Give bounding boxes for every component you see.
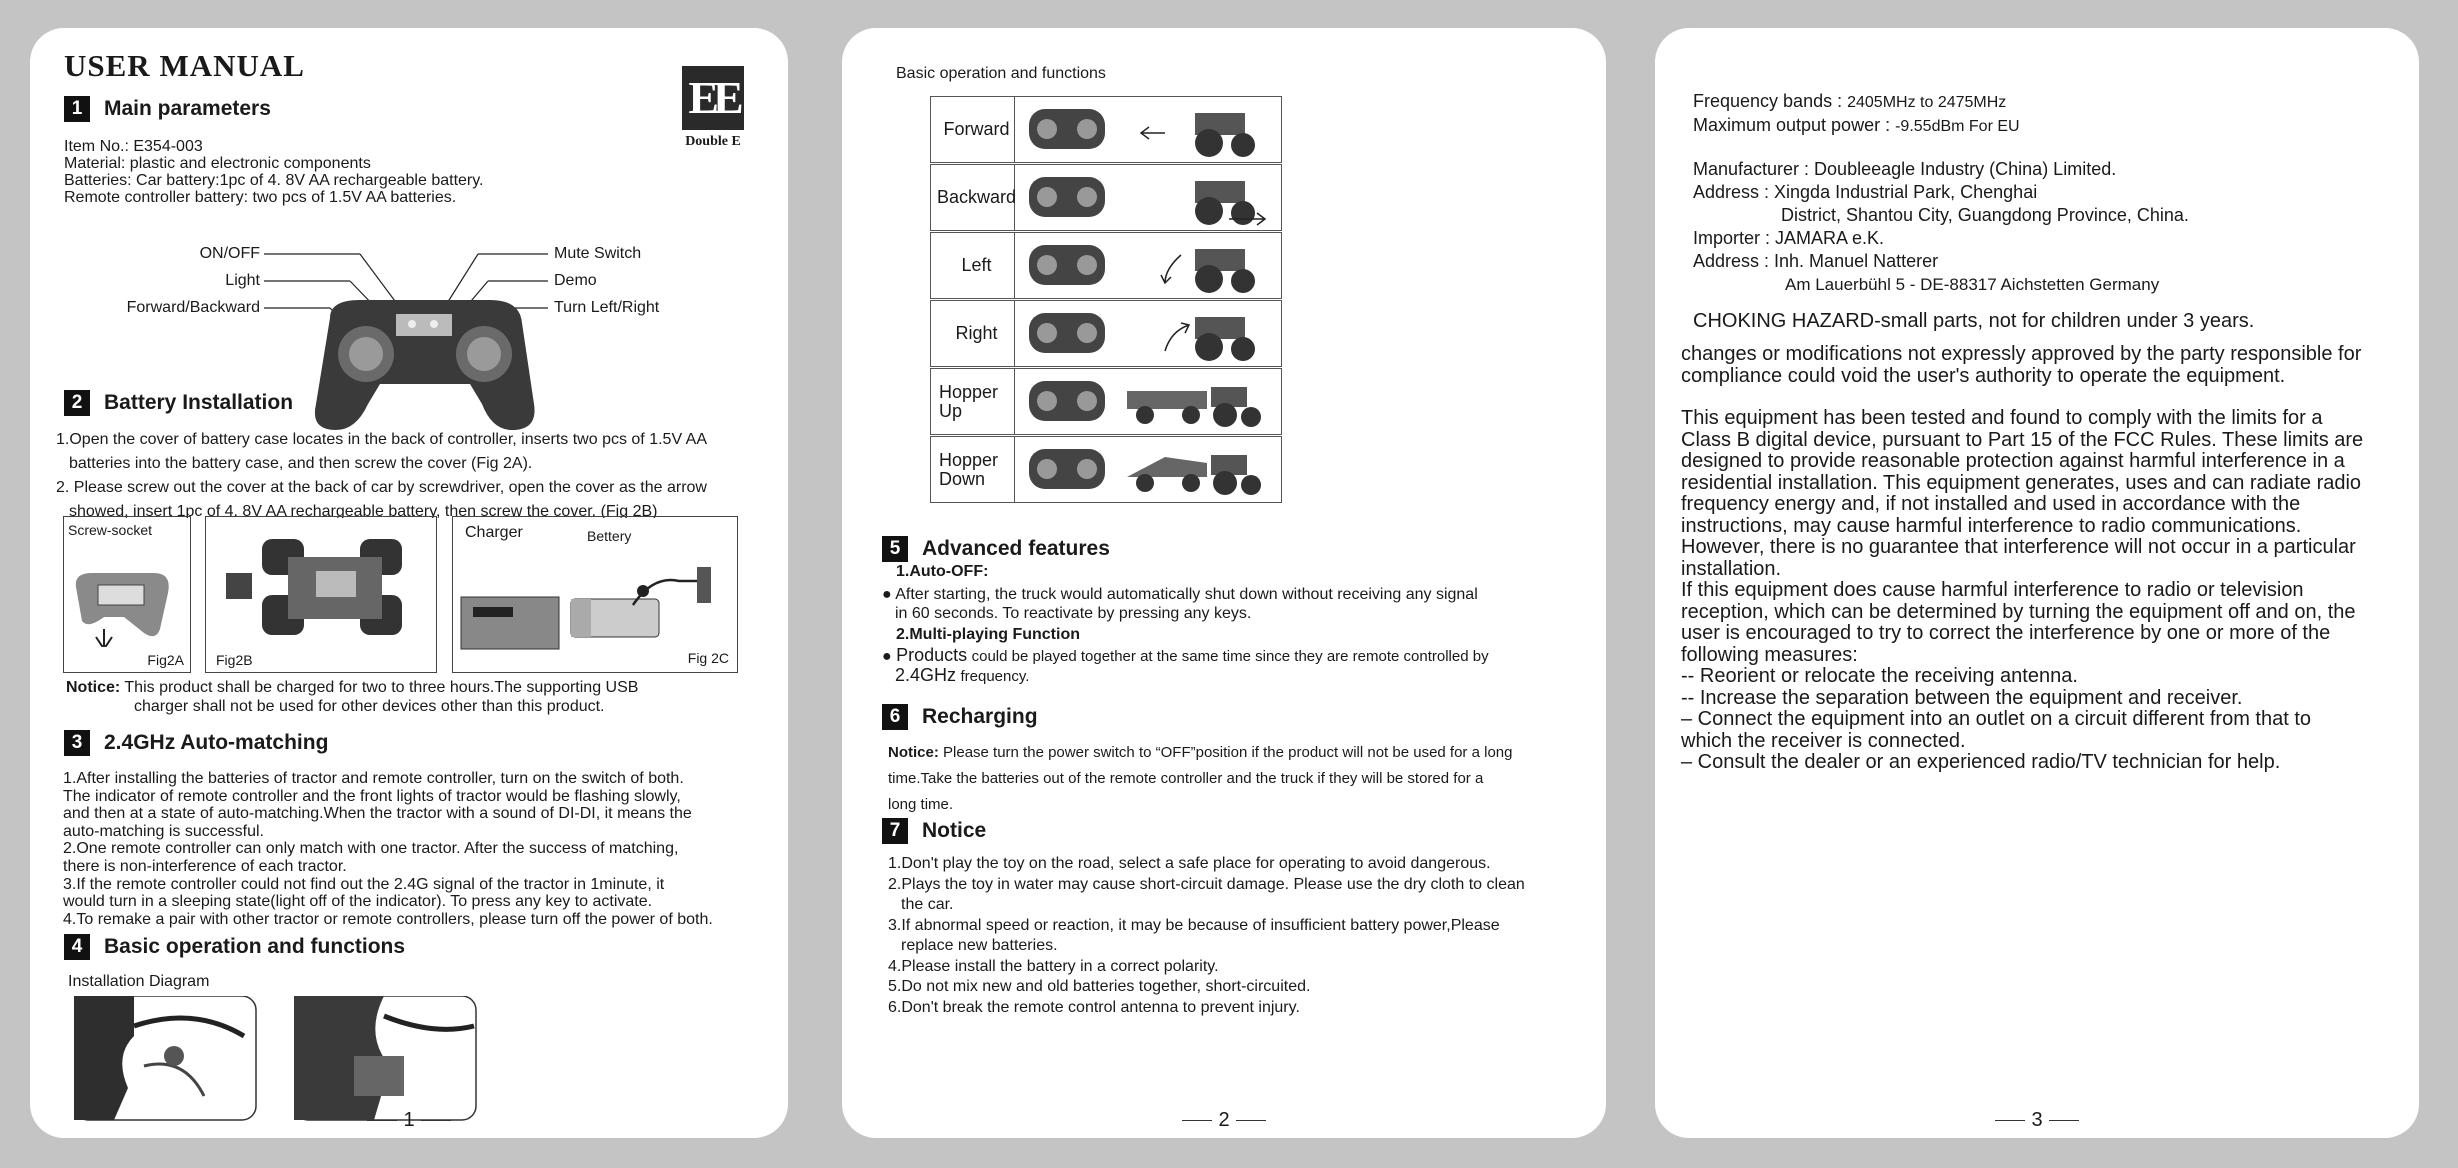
page-number bbox=[1655, 1109, 2419, 1132]
operation-row-forward bbox=[930, 96, 1282, 163]
operation-label: Backward bbox=[931, 165, 1015, 230]
param-line: Batteries: Car battery:1pc of 4. 8V AA rechargeable battery. bbox=[64, 172, 484, 189]
notice-item: 5.Do not mix new and old batteries together, short-circuited. bbox=[888, 978, 1311, 995]
battery-line: 2. Please screw out the cover at the back of car by screwdriver, open the cover as the arrow bbox=[56, 479, 707, 496]
label-light: Light bbox=[225, 272, 260, 289]
section-basic-operation bbox=[64, 934, 405, 960]
installation-photo-1 bbox=[74, 996, 260, 1124]
logo-mark: EE bbox=[682, 66, 744, 130]
section-number: 5 bbox=[882, 536, 908, 562]
section-number: 3 bbox=[64, 730, 90, 756]
matching-line: there is non-interference of each tractor. bbox=[63, 857, 347, 875]
frequency-value: 2405MHz to 2475MHz bbox=[1847, 94, 2007, 111]
label-forward-backward: Forward/Backward bbox=[126, 299, 260, 316]
fig-caption-2c: Fig 2C bbox=[687, 650, 729, 666]
parameters-list bbox=[64, 138, 484, 206]
manual-page-3 bbox=[1655, 28, 2419, 1138]
page-number bbox=[30, 1109, 788, 1132]
section-title: Notice bbox=[922, 819, 987, 842]
notice-label: Notice: bbox=[66, 679, 121, 696]
remote-and-tractor-icon bbox=[1015, 97, 1279, 161]
importer-address: Am Lauerbühl 5 - DE-88317 Aichstetten Germany bbox=[1785, 275, 2160, 294]
operation-row-hopper-up bbox=[930, 368, 1282, 435]
fcc-line: – Consult the dealer or an experienced radio/TV technician for help. bbox=[1681, 751, 2281, 773]
auto-off-title: 1.Auto-OFF: bbox=[896, 563, 989, 580]
figure-2a bbox=[63, 516, 191, 673]
fig-label-battery: Bettery bbox=[587, 528, 632, 544]
section-title: Advanced features bbox=[922, 537, 1110, 560]
recharge-line: long time. bbox=[888, 796, 954, 813]
basic-operation-heading: Basic operation and functions bbox=[896, 65, 1106, 82]
figure-2b bbox=[205, 516, 437, 673]
multi-line: frequency. bbox=[960, 668, 1030, 685]
param-line: Remote controller battery: two pcs of 1.5V AA batteries. bbox=[64, 189, 457, 206]
remote-and-tractor-icon bbox=[1015, 301, 1279, 365]
multi-line: could be played together at the same time since they are remote controlled by bbox=[971, 648, 1489, 665]
operation-label: Right bbox=[931, 301, 1015, 366]
company-info bbox=[1693, 158, 2189, 296]
section-recharging bbox=[882, 704, 1038, 730]
charger-battery-illustration bbox=[453, 545, 737, 655]
multi-playing-title: 2.Multi-playing Function bbox=[896, 626, 1080, 643]
fcc-line: changes or modifications not expressly approved by the party responsible for bbox=[1681, 343, 2362, 365]
radio-specs bbox=[1693, 90, 2020, 138]
page-number-value: 3 bbox=[2031, 1109, 2043, 1131]
fcc-line: Class B digital device, pursuant to Part 15 of the FCC Rules. These limits are bbox=[1681, 428, 2364, 451]
multi-lead: Products bbox=[896, 645, 968, 665]
tractor-bottom-illustration bbox=[206, 517, 436, 657]
battery-instructions bbox=[56, 428, 707, 518]
section-number: 6 bbox=[882, 704, 908, 730]
matching-line: and then at a state of auto-matching.When the tractor with a sound of DI-DI, it means the bbox=[63, 805, 692, 823]
param-line: Material: plastic and electronic components bbox=[64, 155, 371, 172]
controller-back-illustration bbox=[64, 537, 190, 647]
operation-row-hopper-down bbox=[930, 436, 1282, 503]
manual-page-1 bbox=[30, 28, 788, 1138]
notice-item: 1.Don't play the toy on the road, select a safe place for operating to avoid dangerous. bbox=[888, 855, 1491, 872]
section-title: Recharging bbox=[922, 705, 1038, 728]
fcc-statement-2 bbox=[1681, 408, 2363, 774]
fig-caption-2a: Fig2A bbox=[147, 652, 184, 668]
operation-label: Hopper Down bbox=[931, 437, 1015, 502]
fcc-line: instructions, may cause harmful interference to radio communications. bbox=[1681, 514, 2302, 537]
matching-line: The indicator of remote controller and the front lights of tractor would be flashing slowly, bbox=[63, 787, 681, 805]
section-advanced-features bbox=[882, 536, 1110, 562]
bullet-icon: ● bbox=[882, 648, 897, 665]
matching-line: auto-matching is successful. bbox=[63, 822, 264, 840]
label-mute-switch: Mute Switch bbox=[554, 245, 642, 262]
notice-line: This product shall be charged for two to three hours.The supporting USB bbox=[124, 679, 639, 696]
notice-item: the car. bbox=[901, 896, 954, 913]
fcc-line: which the receiver is connected. bbox=[1681, 729, 1966, 752]
fcc-line: user is encouraged to try to correct the interference by one or more of the bbox=[1681, 622, 2331, 644]
recharge-line: Please turn the power switch to “OFF”position if the product will not be used for a long bbox=[943, 744, 1513, 761]
fig-caption-2b: Fig2B bbox=[216, 652, 253, 668]
fcc-line: installation. bbox=[1681, 557, 1782, 580]
charging-notice bbox=[66, 678, 638, 716]
manufacturer-address: Address : Xingda Industrial Park, Chenghai bbox=[1693, 182, 2038, 202]
notice-item: 2.Plays the toy in water may cause short-circuit damage. Please use the dry cloth to clean bbox=[888, 875, 1525, 893]
importer-address: Address : Inh. Manuel Natterer bbox=[1693, 251, 1939, 271]
auto-off-text bbox=[882, 585, 1478, 623]
section-number: 4 bbox=[64, 934, 90, 960]
installation-photo-2 bbox=[294, 996, 480, 1124]
auto-off-line: After starting, the truck would automatically shut down without receiving any signal bbox=[895, 586, 1478, 603]
fcc-line: reception, which can be determined by turning the equipment off and on, the bbox=[1681, 600, 2356, 623]
param-line: Item No.: E354-003 bbox=[64, 138, 203, 155]
section-number: 7 bbox=[882, 818, 908, 844]
notice-line: charger shall not be used for other devices other than this product. bbox=[134, 698, 605, 715]
multi-frequency: 2.4GHz bbox=[895, 665, 957, 685]
operation-label: Left bbox=[931, 233, 1015, 298]
notice-item: 6.Don't break the remote control antenna to prevent injury. bbox=[888, 998, 1300, 1016]
manufacturer: Manufacturer : Doubleeagle Industry (China) Limited. bbox=[1693, 159, 2117, 179]
operation-table bbox=[930, 96, 1282, 504]
auto-matching-text bbox=[63, 770, 713, 928]
remote-and-tractor-icon bbox=[1015, 233, 1279, 297]
fcc-statement-1 bbox=[1681, 344, 2361, 387]
auto-off-line: in 60 seconds. To reactivate by pressing any keys. bbox=[895, 605, 1252, 622]
brand-logo bbox=[678, 66, 748, 150]
importer: Importer : JAMARA e.K. bbox=[1693, 228, 1885, 248]
figure-2c bbox=[452, 516, 738, 673]
page-number-value: 1 bbox=[403, 1109, 415, 1131]
manual-title: USER MANUAL bbox=[64, 48, 305, 83]
notice-item: 3.If abnormal speed or reaction, it may be because of insufficient battery power,Please bbox=[888, 916, 1500, 934]
section-number: 1 bbox=[64, 96, 90, 122]
section-auto-matching bbox=[64, 730, 328, 756]
page-number-value: 2 bbox=[1218, 1109, 1230, 1131]
operation-row-right bbox=[930, 300, 1282, 367]
matching-line: 4.To remake a pair with other tractor or remote controllers, please turn off the power of both. bbox=[63, 910, 713, 928]
matching-line: would turn in a sleeping state(light off of the indicator). To press any key to activate. bbox=[63, 893, 653, 911]
manual-page-2 bbox=[842, 28, 1606, 1138]
fcc-line: following measures: bbox=[1681, 643, 1858, 666]
notice-item: 4.Please install the battery in a correct polarity. bbox=[888, 957, 1219, 975]
bullet-icon: ● bbox=[882, 586, 896, 603]
recharge-line: time.Take the batteries out of the remote controller and the truck if they will be stored for a bbox=[888, 770, 1484, 787]
section-main-parameters bbox=[64, 96, 271, 122]
choking-hazard-warning: CHOKING HAZARD-small parts, not for children under 3 years. bbox=[1693, 310, 2255, 332]
remote-and-tractor-icon bbox=[1015, 369, 1279, 433]
fcc-line: residential installation. This equipment generates, uses and can radiate radio bbox=[1681, 471, 2362, 494]
remote-and-tractor-icon bbox=[1015, 165, 1279, 229]
matching-line: 1.After installing the batteries of tractor and remote controller, turn on the switch of both. bbox=[63, 770, 684, 787]
operation-label: Hopper Up bbox=[931, 369, 1015, 434]
label-on-off: ON/OFF bbox=[199, 245, 260, 262]
installation-diagram-label: Installation Diagram bbox=[68, 973, 210, 990]
battery-line: showed, insert 1pc of 4. 8V AA rechargeable battery, then screw the cover. (Fig 2B) bbox=[69, 503, 658, 518]
matching-line: 3.If the remote controller could not find out the 2.4G signal of the tractor in 1minute, it bbox=[63, 875, 665, 893]
logo-text: Double E bbox=[685, 134, 741, 149]
battery-line: batteries into the battery case, and then screw the cover (Fig 2A). bbox=[69, 455, 533, 472]
section-battery-installation bbox=[64, 390, 293, 416]
section-title: Basic operation and functions bbox=[104, 935, 406, 958]
remote-and-tractor-icon bbox=[1015, 437, 1279, 501]
fig-label-screw-socket: Screw-socket bbox=[68, 522, 153, 538]
recharging-text bbox=[888, 740, 1512, 818]
operation-label: Forward bbox=[931, 97, 1015, 162]
fcc-line: -- Reorient or relocate the receiving antenna. bbox=[1681, 665, 2078, 687]
frequency-label: Frequency bands : bbox=[1693, 91, 1843, 111]
operation-row-left bbox=[930, 232, 1282, 299]
fcc-line: designed to provide reasonable protection against harmful interference in a bbox=[1681, 450, 2345, 472]
fcc-line: However, there is no guarantee that interference will not occur in a particular bbox=[1681, 536, 2356, 558]
fcc-line: This equipment has been tested and found to comply with the limits for a bbox=[1681, 407, 2323, 429]
power-label: Maximum output power : bbox=[1693, 115, 1891, 135]
power-value: -9.55dBm For EU bbox=[1895, 118, 2020, 135]
notice-list bbox=[888, 854, 1525, 1018]
label-demo: Demo bbox=[554, 272, 597, 289]
multi-playing-text bbox=[882, 646, 1489, 686]
label-turn-left-right: Turn Left/Right bbox=[554, 299, 660, 316]
notice-item: replace new batteries. bbox=[901, 937, 1058, 954]
section-notice bbox=[882, 818, 986, 844]
fig-label-charger: Charger bbox=[465, 524, 523, 541]
section-title: 2.4GHz Auto-matching bbox=[104, 731, 329, 754]
section-title: Main parameters bbox=[104, 97, 271, 120]
battery-line: 1.Open the cover of battery case locates in the back of controller, inserts two pcs of 1.5V AA bbox=[56, 431, 708, 448]
recharge-notice-label: Notice: bbox=[888, 744, 939, 761]
section-title: Battery Installation bbox=[104, 391, 294, 414]
page-number bbox=[842, 1109, 1606, 1132]
operation-row-backward bbox=[930, 164, 1282, 231]
fcc-line: compliance could void the user's authority to operate the equipment. bbox=[1681, 364, 2286, 387]
manufacturer-address: District, Shantou City, Guangdong Province, China. bbox=[1781, 205, 2189, 225]
fcc-line: – Connect the equipment into an outlet on a circuit different from that to bbox=[1681, 708, 2312, 730]
matching-line: 2.One remote controller can only match with one tractor. After the success of matching, bbox=[63, 840, 679, 858]
fcc-line: frequency energy and, if not installed and used in accordance with the bbox=[1681, 493, 2301, 515]
fcc-line: If this equipment does cause harmful interference to radio or television bbox=[1681, 579, 2304, 601]
fcc-line: -- Increase the separation between the equipment and receiver. bbox=[1681, 686, 2243, 709]
section-number: 2 bbox=[64, 390, 90, 416]
